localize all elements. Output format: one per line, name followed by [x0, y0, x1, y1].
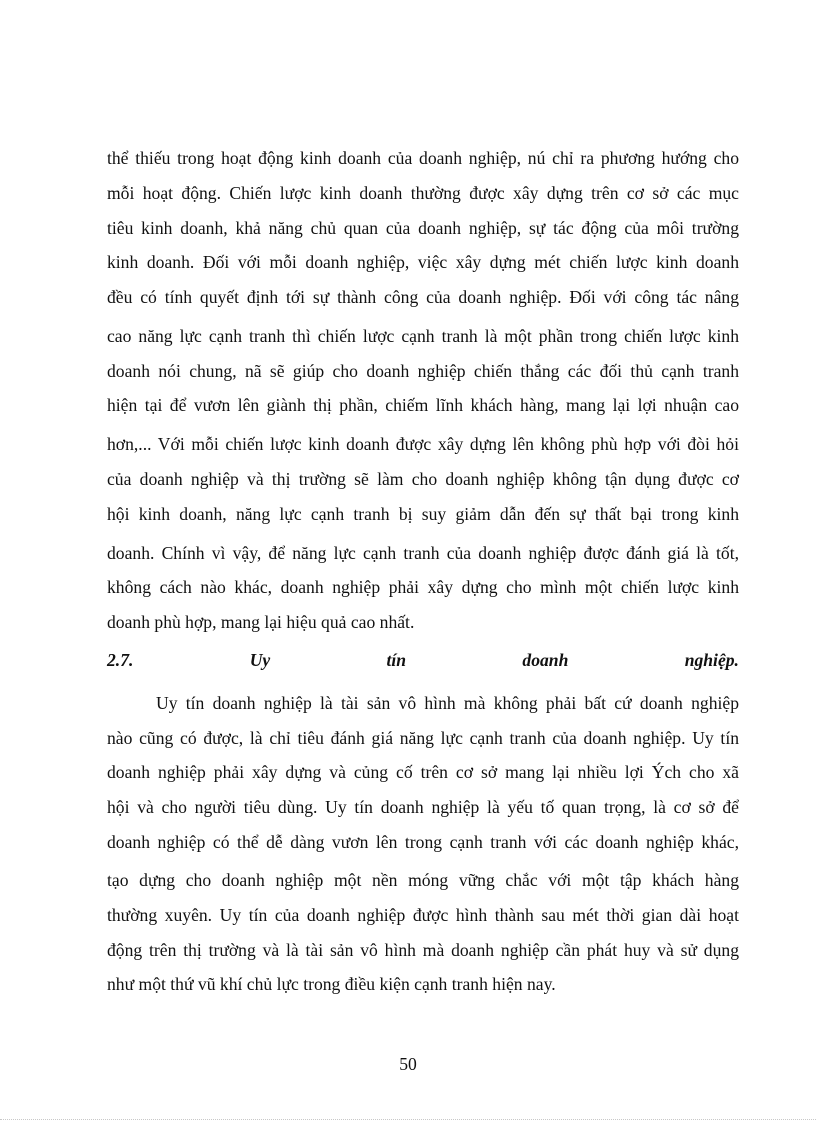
paragraph-1-line-1: thể thiếu trong hoạt động kinh doanh của doanh nghiệp, nú chỉ ra phương hướng cho: [107, 148, 739, 168]
paragraph-2-line-9: như một thứ vũ khí chủ lực trong điều kiện cạnh tranh hiện nay.: [107, 974, 556, 994]
paragraph-2-line-3: doanh nghiệp phải xây dựng và củng cố trên cơ sở mang lại nhiều lợi Ých cho xã: [107, 762, 739, 782]
section-title-word-1: Uy: [249, 650, 271, 670]
section-number: 2.7.: [107, 650, 134, 670]
paragraph-2-line-7: thường xuyên. Uy tín của doanh nghiệp được hình thành sau mét thời gian dài hoạt: [107, 905, 739, 925]
paragraph-1-line-8: hiện tại để vươn lên giành thị phần, chiếm lĩnh khách hàng, mang lại lợi nhuận cao: [107, 395, 739, 415]
paragraph-1-line-3: tiêu kinh doanh, khả năng chủ quan của doanh nghiệp, sự tác động của môi trường: [107, 218, 739, 238]
paragraph-1-line-13: không cách nào khác, doanh nghiệp phải xây dựng cho mình một chiến lược kinh: [107, 577, 739, 597]
section-title-word-4: nghiệp.: [684, 650, 739, 670]
paragraph-2-line-1: Uy tín doanh nghiệp là tài sản vô hình mà không phải bất cứ doanh nghiệp: [156, 693, 739, 713]
paragraph-1-line-9: hơn,... Với mỗi chiến lược kinh doanh được xây dựng lên không phù hợp với đòi hỏi: [107, 434, 739, 454]
paragraph-1-line-10: của doanh nghiệp và thị trường sẽ làm cho doanh nghiệp không tận dụng được cơ: [107, 469, 739, 489]
paragraph-2-line-8: động trên thị trường và là tài sản vô hình mà doanh nghiệp cần phát huy và sử dụng: [107, 940, 739, 960]
section-title-word-2: tín: [386, 650, 407, 670]
paragraph-2-line-5: doanh nghiệp có thể dễ dàng vươn lên trong cạnh tranh với các doanh nghiệp khác,: [107, 832, 739, 852]
paragraph-2-line-6: tạo dựng cho doanh nghiệp một nền móng vững chắc với một tập khách hàng: [107, 870, 739, 890]
page-number: 50: [399, 1054, 417, 1074]
paragraph-1-line-7: doanh nói chung, nã sẽ giúp cho doanh nghiệp chiến thắng các đối thủ cạnh tranh: [107, 361, 739, 381]
paragraph-1-line-4: kinh doanh. Đối với mỗi doanh nghiệp, việc xây dựng mét chiến lược kinh doanh: [107, 252, 739, 272]
paragraph-1-line-2: mỗi hoạt động. Chiến lược kinh doanh thường được xây dựng trên cơ sở các mục: [107, 183, 739, 203]
page-bottom-divider: [0, 1119, 816, 1120]
section-title-word-3: doanh: [522, 650, 569, 670]
paragraph-1-line-12: doanh. Chính vì vậy, để năng lực cạnh tranh của doanh nghiệp được đánh giá là tốt,: [107, 543, 739, 563]
section-heading: [107, 648, 739, 672]
paragraph-1-line-14: doanh phù hợp, mang lại hiệu quả cao nhất.: [107, 612, 415, 632]
paragraph-2-line-2: nào cũng có được, là chỉ tiêu đánh giá năng lực cạnh tranh của doanh nghiệp. Uy tín: [107, 728, 739, 748]
paragraph-1-line-11: hội kinh doanh, năng lực cạnh tranh bị suy giảm dẫn đến sự thất bại trong kinh: [107, 504, 739, 524]
paragraph-1-line-5: đều có tính quyết định tới sự thành công của doanh nghiệp. Đối với công tác nâng: [107, 287, 739, 307]
paragraph-1-line-6: cao năng lực cạnh tranh thì chiến lược cạnh tranh là một phần trong chiến lược kinh: [107, 326, 739, 346]
paragraph-2-line-4: hội và cho người tiêu dùng. Uy tín doanh nghiệp là yếu tố quan trọng, là cơ sở để: [107, 797, 739, 817]
